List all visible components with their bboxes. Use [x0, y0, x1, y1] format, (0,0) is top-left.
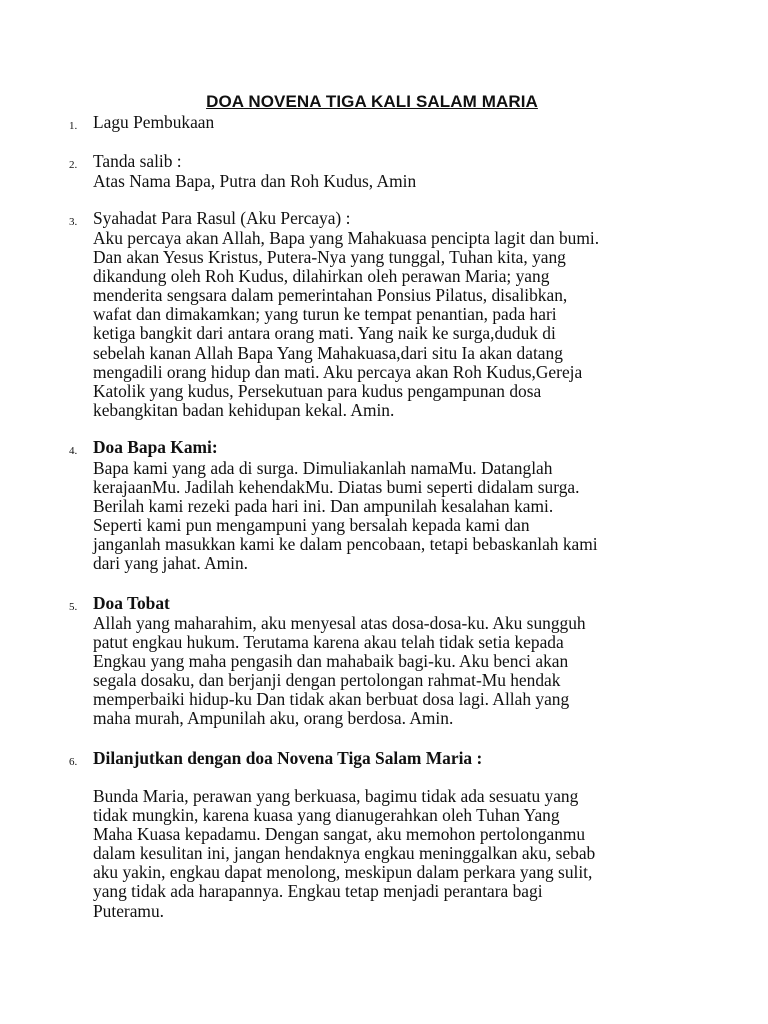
text-line: aku yakin, engkau dapat menolong, meskipun dalam perkara yang sulit, [93, 862, 593, 883]
text-line: kerajaanMu. Jadilah kehendakMu. Diatas bumi seperti didalam surga. [93, 476, 580, 497]
text-line: dari yang jahat. Amin. [93, 553, 249, 574]
text-line: kebangkitan badan kehidupan kekal. Amin. [93, 400, 395, 421]
text-line: Engkau yang maha pengasih dan mahabaik bagi-ku. Aku benci akan [93, 650, 569, 671]
text-line: dalam kesulitan ini, jangan hendaknya engkau meninggalkan aku, sebab [93, 843, 596, 864]
item-number: 4. [69, 445, 78, 457]
item-number: 5. [69, 601, 78, 613]
text-line: Berilah kami rezeki pada hari ini. Dan ampunilah kesalahan kami. [93, 495, 554, 516]
item-heading: Lagu Pembukaan [93, 112, 215, 132]
text-line: menderita sengsara dalam pemerintahan Ponsius Pilatus, disalibkan, [93, 285, 568, 306]
text-line: memperbaiki hidup-ku Dan tidak akan berbuat dosa lagi. Allah yang [93, 689, 570, 710]
text-line: tidak mungkin, karena kuasa yang dianugerahkan oleh Tuhan Yang [93, 804, 560, 825]
item-heading: Syahadat Para Rasul (Aku Percaya) : [93, 208, 351, 228]
text-line: Bapa kami yang ada di surga. Dimuliakanlah namaMu. Datanglah [93, 457, 553, 478]
text-line: mengadili orang hidup dan mati. Aku percaya akan Roh Kudus,Gereja [93, 361, 583, 382]
document-title: DOA NOVENA TIGA KALI SALAM MARIA [206, 92, 538, 111]
item-heading: Tanda salib : [93, 151, 182, 171]
item-heading: Doa Bapa Kami: [93, 437, 218, 457]
text-line: wafat dan dimakamkan; yang turun ke tempat penantian, pada hari [93, 304, 557, 325]
text-line: Puteramu. [93, 900, 164, 921]
text-line: Seperti kami pun mengampuni yang bersalah kepada kami dan [93, 515, 530, 536]
item-number: 2. [69, 159, 78, 171]
text-line: Dan akan Yesus Kristus, Putera-Nya yang tunggal, Tuhan kita, yang [93, 246, 566, 267]
item-body [93, 229, 753, 421]
item-body [93, 459, 753, 574]
text-line: maha murah, Ampunilah aku, orang berdosa. Amin. [93, 708, 454, 729]
text-line: ketiga bangkit dari antara orang mati. Yang naik ke surga,duduk di [93, 323, 556, 344]
text-line: dikandung oleh Roh Kudus, dilahirkan oleh perawan Maria; yang [93, 265, 550, 286]
text-line: patut engkau hukum. Terutama karena akau telah tidak setia kepada [93, 631, 564, 652]
item-body [93, 614, 753, 729]
item-number: 3. [69, 216, 78, 228]
text-line: Allah yang maharahim, aku menyesal atas dosa-dosa-ku. Aku sungguh [93, 612, 586, 633]
text-line: Maha Kuasa kepadamu. Dengan sangat, aku memohon pertolonganmu [93, 823, 586, 844]
text-line: Katolik yang kudus, Persekutuan para kudus pengampunan dosa [93, 381, 542, 401]
item-body [93, 172, 753, 191]
item-body [93, 787, 753, 921]
text-line: sebelah kanan Allah Bapa Yang Mahakuasa,dari situ Ia akan datang [93, 342, 563, 363]
item-number: 6. [69, 756, 78, 768]
text-line: janganlah masukkan kami ke dalam pencobaan, tetapi bebaskanlah kami [93, 534, 598, 555]
item-number: 1. [69, 120, 78, 132]
text-line: yang tidak ada harapannya. Engkau tetap menjadi perantara bagi [93, 881, 543, 902]
text-line: Atas Nama Bapa, Putra dan Roh Kudus, Amin [93, 170, 417, 191]
item-heading: Doa Tobat [93, 593, 170, 613]
text-line: Bunda Maria, perawan yang berkuasa, bagimu tidak ada sesuatu yang [93, 785, 579, 806]
item-heading: Dilanjutkan dengan doa Novena Tiga Salam Maria : [93, 748, 483, 768]
text-line: segala dosaku, dan berjanji dengan pertolongan rahmat-Mu hendak [93, 670, 561, 691]
text-line: Aku percaya akan Allah, Bapa yang Mahakuasa pencipta lagit dan bumi. [93, 227, 600, 248]
